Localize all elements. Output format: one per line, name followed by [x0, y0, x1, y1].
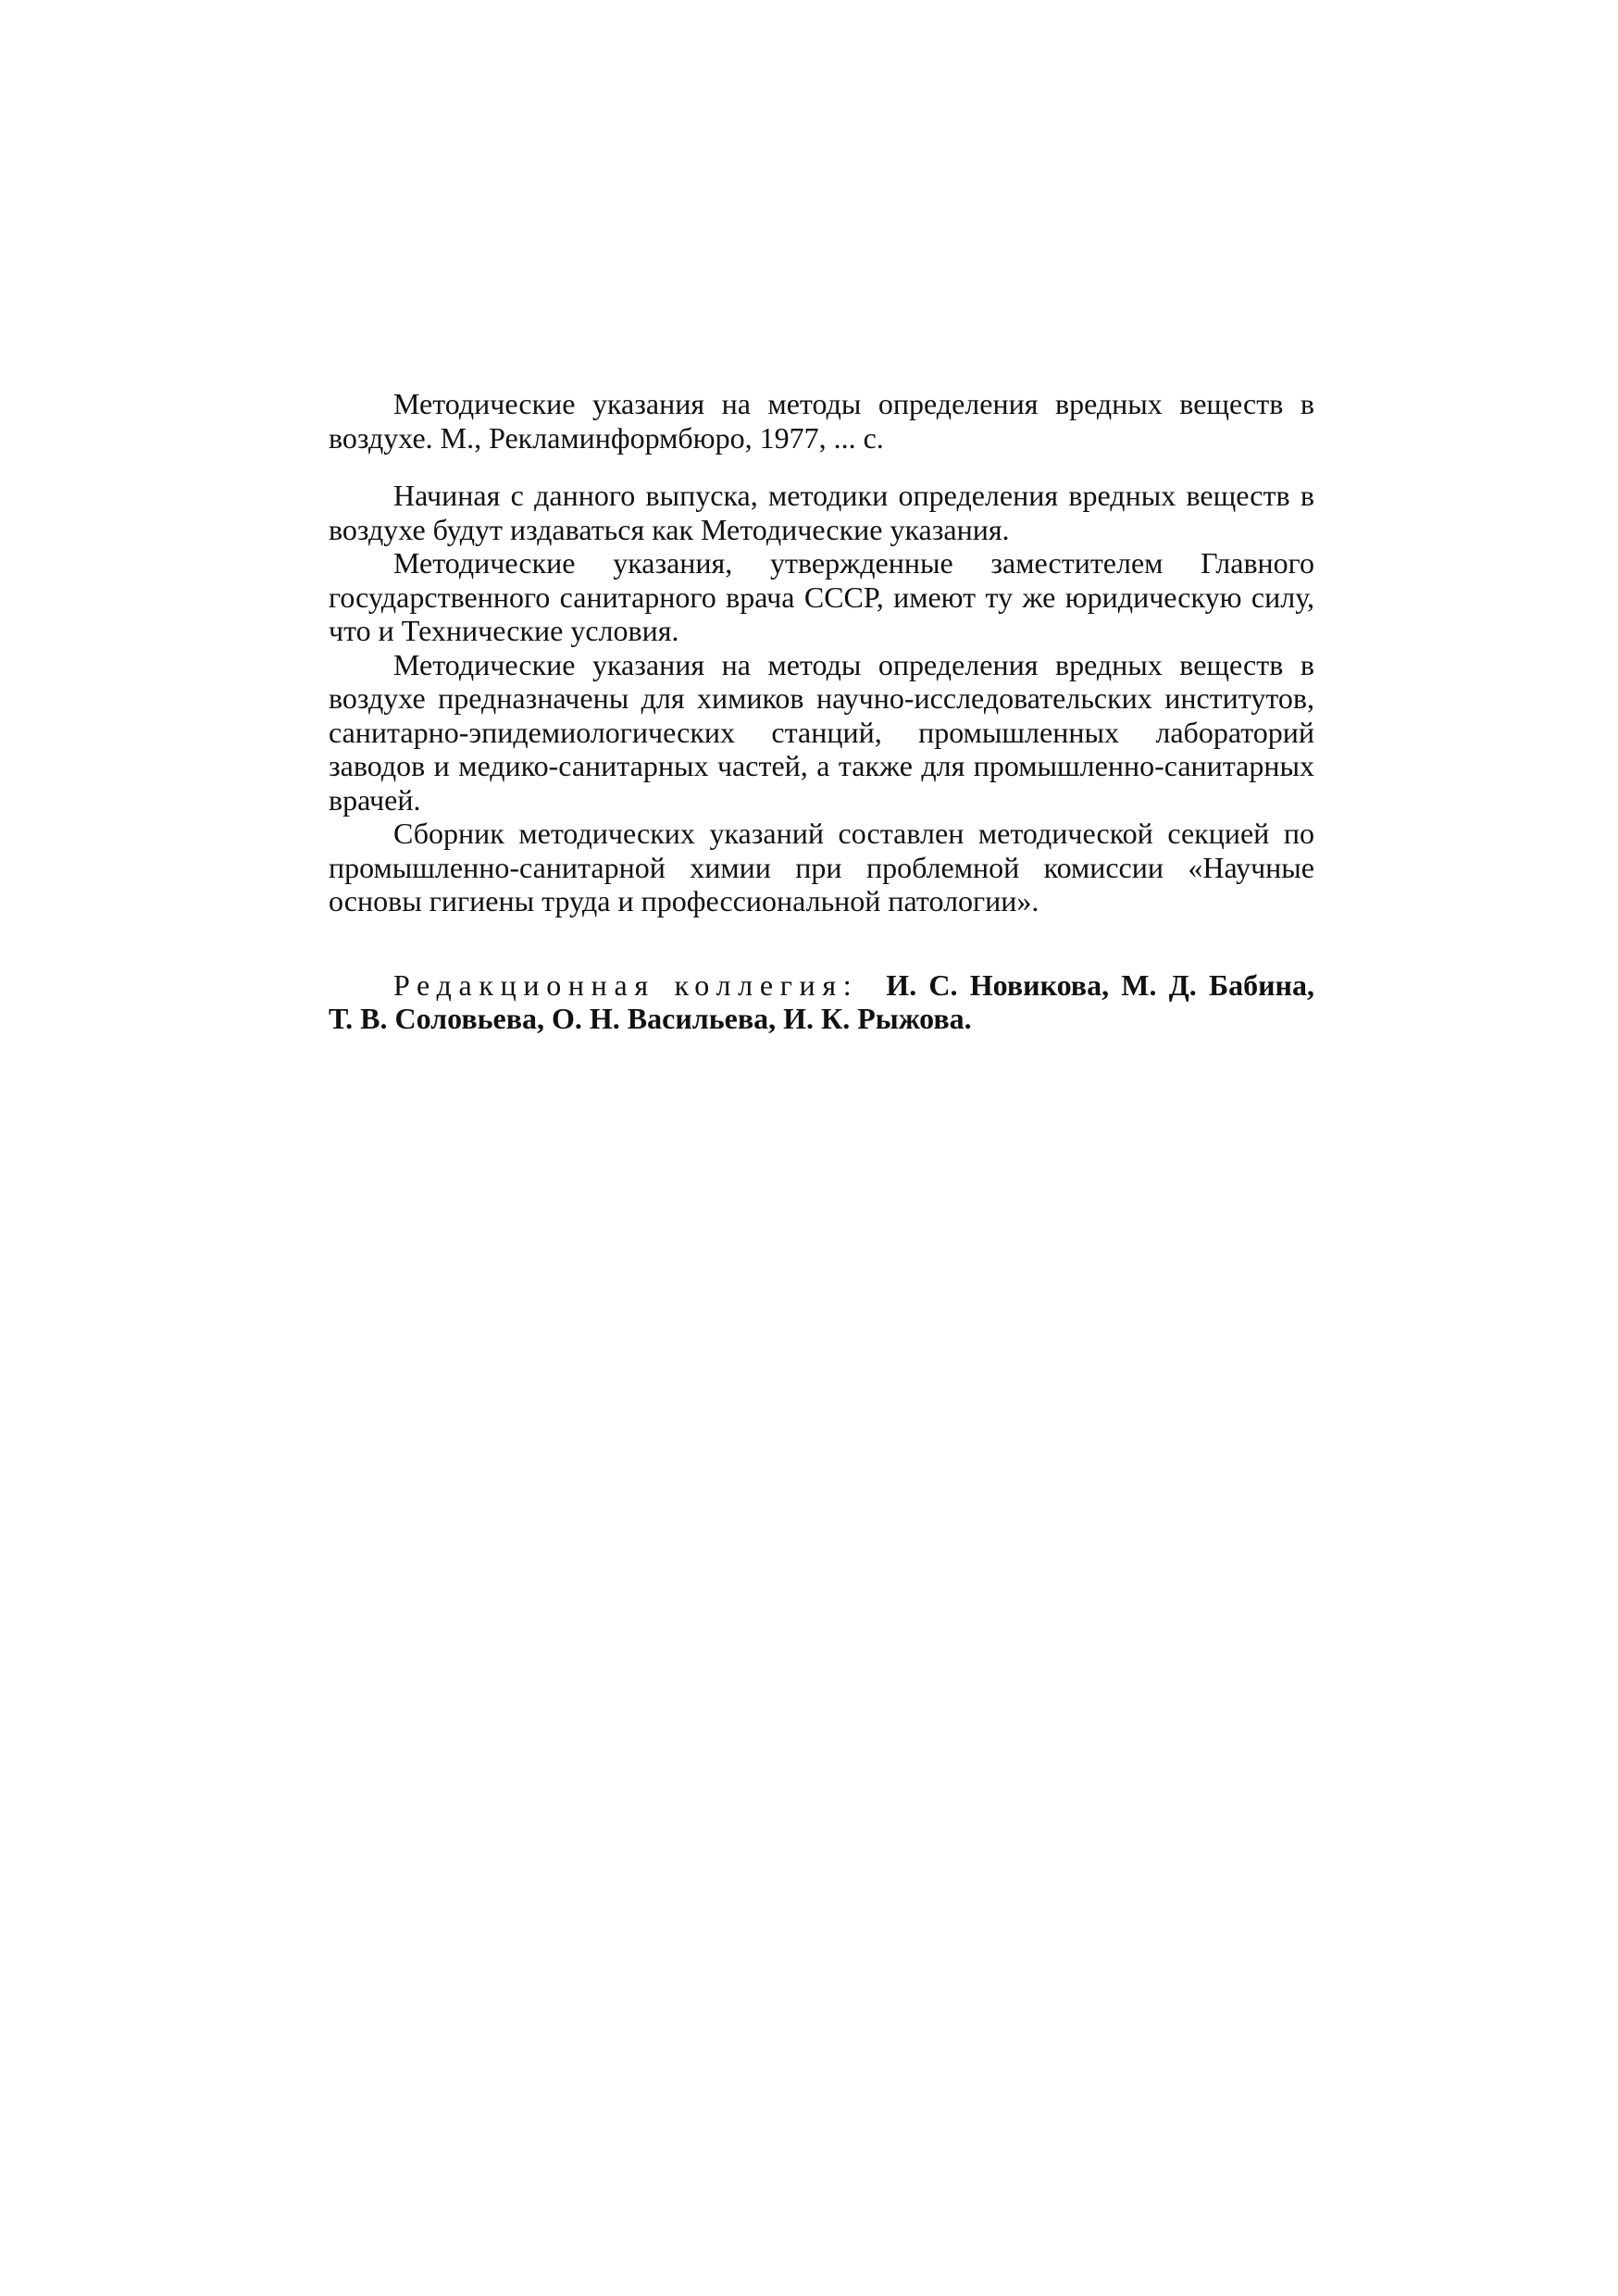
paragraph-publication-note: Начиная с данного выпуска, методики определения вредных веществ в воздухе будут издаваться как Методические указания.	[329, 479, 1314, 546]
paragraph-compilers: Сборник методических указаний составлен методической секцией по промышленно-санитарной химии при проблемной комиссии «Научные основы гигиены труда и профессиональной патологии».	[329, 817, 1314, 917]
editorial-board	[329, 968, 1314, 1036]
paragraph-intended-audience: Методические указания на методы определения вредных веществ в воздухе предназначены для химиков научно-исследовательских институтов, санитарно-эпидемиологических станций, промышленных лабораторий заводов и медико-санитарных частей, а также для промышленно-санитарных врачей.	[329, 647, 1314, 817]
paragraph-legal-status: Методические указания, утвержденные заместителем Главного государственного санитарного врача СССР, имеют ту же юридическую силу, что и Технические условия.	[329, 546, 1314, 647]
editorial-board-names: И. С. Новикова, М. Д. Бабина, Т. В. Соловьева, О. Н. Васильева, И. К. Рыжова.	[329, 967, 1314, 1035]
editorial-board-label: Редакционная коллегия:	[393, 967, 859, 1002]
text-block	[329, 387, 1314, 1036]
bibliographic-citation: Методические указания на методы определения вредных веществ в воздухе. М., Рекламинформбюро, 1977, ... с.	[329, 387, 1314, 455]
